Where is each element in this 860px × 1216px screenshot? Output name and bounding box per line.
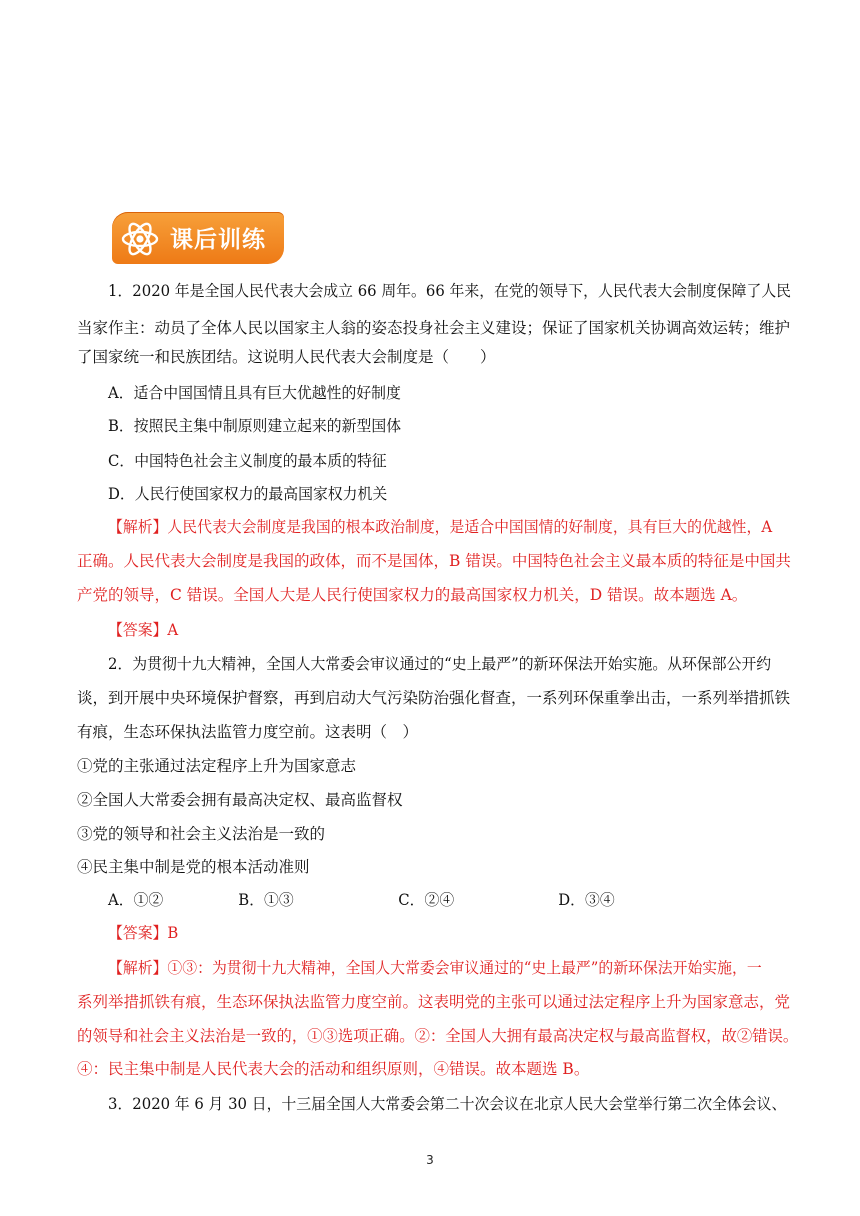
q1-line-3: 了国家统一和民族团结。这说明人民代表大会制度是（ ） [77, 348, 496, 366]
q2-analysis-4: ④：民主集中制是人民代表大会的活动和组织原则，④错误。故本题选 B。 [77, 1060, 590, 1078]
q1-analysis-1: 【解析】人民代表大会制度是我国的根本政治制度，是适合中国国情的好制度，具有巨大的优越性，A [108, 518, 773, 536]
section-badge [112, 212, 284, 264]
q1-line-1: 1．2020 年是全国人民代表大会成立 66 周年。66 年来，在党的领导下，人民代表大会制度保障了人民 [108, 282, 792, 300]
q2-line-2: 谈，到开展中央环境保护督察，再到启动大气污染防治强化督查，一系列环保重拳出击，一系列举措抓铁 [77, 689, 791, 707]
q2-line-3: 有痕，生态环保执法监管力度空前。这表明（ ） [77, 723, 419, 741]
q2-choice-d: D．③④ [558, 891, 615, 909]
q2-choice-c: C．②④ [398, 891, 455, 909]
q1-option-c: C．中国特色社会主义制度的最本质的特征 [108, 452, 387, 470]
q2-analysis-3: 的领导和社会主义法治是一致的，①③选项正确。②：全国人大拥有最高决定权与最高监督权，故②错误。 [77, 1027, 799, 1045]
q2-choice-b: B．①③ [238, 891, 294, 909]
q2-statement-3: ③党的领导和社会主义法治是一致的 [77, 825, 326, 843]
q2-statement-2: ②全国人大常委会拥有最高决定权、最高监督权 [77, 791, 403, 809]
q2-choice-a: A．①② [108, 891, 164, 909]
q2-answer: 【答案】B [108, 924, 179, 942]
q1-option-d: D．人民行使国家权力的最高国家权力机关 [108, 485, 388, 503]
q3-line-1: 3．2020 年 6 月 30 日，十三届全国人大常委会第二十次会议在北京人民大会堂举行第二次全体会议、 [108, 1095, 787, 1113]
q2-line-1: 2．为贯彻十九大精神，全国人大常委会审议通过的“史上最严”的新环保法开始实施。从环保部公开约 [108, 655, 772, 673]
page-number: 3 [426, 1153, 434, 1167]
q1-line-2: 当家作主：动员了全体人民以国家主人翁的姿态投身社会主义建设；保证了国家机关协调高效运转；维护 [77, 319, 791, 337]
atom-icon [118, 217, 162, 261]
q2-statement-4: ④民主集中制是党的根本活动准则 [77, 858, 310, 876]
q2-analysis-2: 系列举措抓铁有痕，生态环保执法监管力度空前。这表明党的主张可以通过法定程序上升为国家意志，党 [77, 993, 791, 1011]
q2-analysis-1: 【解析】①③：为贯彻十九大精神，全国人大常委会审议通过的“史上最严”的新环保法开始实施，一 [108, 959, 762, 977]
q2-statement-1: ①党的主张通过法定程序上升为国家意志 [77, 757, 357, 775]
section-title: 课后训练 [170, 227, 266, 253]
q1-analysis-3: 产党的领导，C 错误。全国人大是人民行使国家权力的最高国家权力机关，D 错误。故本题选 A。 [77, 586, 748, 604]
q1-analysis-2: 正确。人民代表大会制度是我国的政体，而不是国体，B 错误。中国特色社会主义最本质的特征是中国共 [77, 552, 791, 570]
q1-answer: 【答案】A [108, 621, 179, 639]
q1-option-a: A．适合中国国情且具有巨大优越性的好制度 [108, 384, 401, 402]
q1-option-b: B．按照民主集中制原则建立起来的新型国体 [108, 417, 402, 435]
